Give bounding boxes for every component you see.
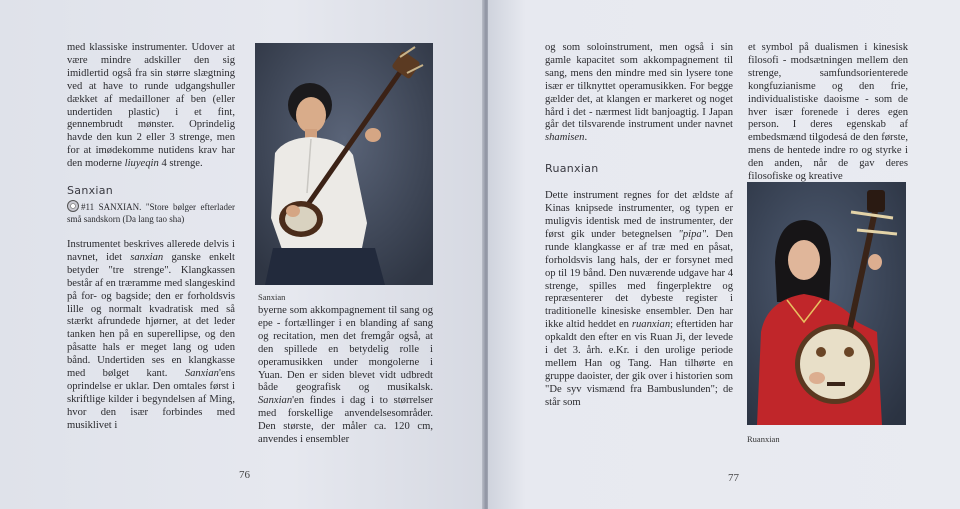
left-col2-text: byerne som akkompagnement til sang og epe - fortællinger i en blanding af sang og recitation, men det fremgår også, at den spillede en betydelig rolle i operamusikken under mongolerne i Yuan. Den er siden blevet vidt udbredt både geografisk og musikalsk. Sanxian'en findes i dag i to størrelser med forskellige anvendelsesområder. Den største, der måler ca. 120 cm, anvendes i ensembler	[258, 305, 433, 446]
right-column-1	[545, 42, 733, 410]
left-col1-body: Instrumentet beskrives allerede delvis i navnet, idet sanxian ganske enkelt betyder "tre strenge". Klangkassen består af en træramme med slangeskind på for- og bagside; den er forholdsvis lille og normalt kvadratisk med så stærkt afrundede hjørner, at det leder tanken hen på en superellipse, og den påsatte hals er meget lang og uden bånd. Undertiden ses en klangkasse med bølget kant. Sanxian'ens oprindelse er uklar. Den omtales først i skriftlige kilder i begyndelsen af Ming, hvor den især forbindes med musiklivet i	[67, 238, 235, 431]
left-col1-intro: med klassiske instrumenter. Udover at være mindre adskiller den sig imidlertid også fra sin større slægtning ved at have to runde udgangshuller dækket af medailloner af ben (eller undertiden plastic) i et fint, gennembrudt mønster. Oprindelig havde den kun 2 eller 3 strenge, men for at imødekomme nutidens krav har den moderne liuyeqin 4 strenge.	[67, 42, 235, 170]
audio-track-reference: #11 SANXIAN. "Store bølger efterlader små sandskorn (Da lang tao sha)	[67, 201, 235, 224]
cd-track-icon	[67, 200, 79, 212]
sanxian-photo	[255, 43, 433, 285]
section-heading-ruanxian: Ruanxian	[545, 162, 599, 176]
right-col2-text: et symbol på dualismen i kinesisk filosofi - modsætningen mellem den strenge, samfundsorienterede kongfuzianisme og den frie, individualistiske daoisme - som de hver især forenede i deres egen person. I deres egenskab af embedsmænd tilgodesá de den første, mens de hentede indre ro og styrke i den anden, når de gav deres filosofiske og kreative	[748, 42, 908, 183]
sanxian-photo-caption: Sanxian	[258, 292, 286, 302]
section-heading-sanxian: Sanxian	[67, 184, 114, 198]
page-number-right: 77	[728, 472, 739, 484]
page-number-left: 76	[239, 469, 250, 481]
right-column-2	[748, 42, 908, 184]
right-col1-body: Dette instrument regnes for det ældste af Kinas knipsede instrumenter, og typen er muligvis identisk med de instrumenter, der først gik under betegnelsen "pipa". Den runde klangkasse er af træ med en påsat, forholdsvis lang hals, der er forsynet med op til 19 bånd. Den nuværende udgave har 4 strenge, spilles med fingerplektre og repræsenterer det dybeste register i traditionelle kinesiske ensembler. Den har ikke altid heddet en ruanxian; eftertiden har opkaldt den efter en vis Ruan Ji, der levede i det 3. årh. e.Kr. i den urolige periode mellem Han og Tang. Han tilhørte en gruppe daoister, der gik over i historien som "De syv vismænd fra Bambuslunden"; de står som	[545, 190, 733, 408]
right-page	[488, 0, 960, 509]
left-column-1	[67, 42, 235, 433]
ruanxian-photo	[747, 182, 906, 425]
right-col1-intro: og som soloinstrument, men også i sin gamle kapacitet som akkompagnement til sang, mens den mindre med sin lysere tone især er tilknyttet operamusikken. For begge gælder det, at klangen er markeret og noget hård i det - nærmest lidt banjoagtig. I Japan går det tilsvarende instrument under navnet shamisen.	[545, 42, 733, 144]
left-column-2	[258, 305, 433, 447]
ruanxian-photo-caption: Ruanxian	[747, 434, 780, 444]
